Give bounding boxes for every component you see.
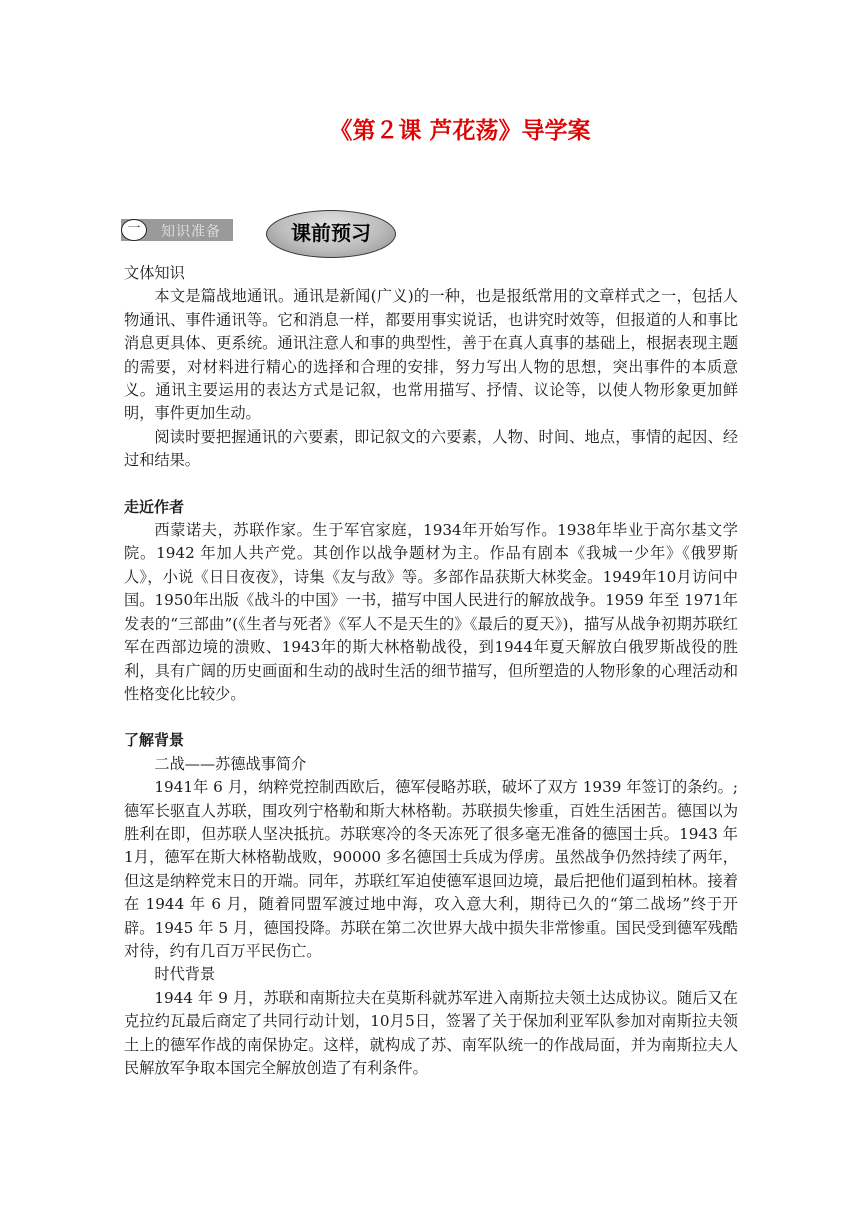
genre-paragraph-2: 阅读时要把握通讯的六要素，即记叙文的六要素，人物、时间、地点，事情的起因、经过和结果。 bbox=[124, 427, 738, 470]
genre-heading: 文体知识 bbox=[124, 264, 185, 282]
background-paragraph-2: 1944 年 9 月，苏联和南斯拉夫在莫斯科就苏军进入南斯拉夫领土达成协议。随后又在克拉约瓦最后商定了共同行动计划，10月5日，签署了关于保加利亚军队参加对南斯拉夫领土上的德军作战的南保协定。这样，就构成了苏、南军队统一的作战局面，并为南斯拉夫人民解放军争取本国完全解放创造了有利条件。 bbox=[124, 988, 738, 1077]
background-paragraph-1: 1941年 6 月，纳粹党控制西欧后，德军侵略苏联，破坏了双方 1939 年签订的条约。;德军长驱直人苏联，围攻列宁格勒和斯大林格勒。苏联损失惨重，百姓生活困苦。德国以为胜利在即，但苏联人坚决抵抗。苏联寒冷的冬天冻死了很多毫无准备的德国士兵。1943 年 1月，德军在斯大林格勒战败，90000 多名德国士兵成为俘虏。虽然战争仍然持续了两年，但这是纳粹党末日的开端。同年，苏联红军迫使德军退回边境，最后把他们逼到柏林。接着在 1944 年 6 月，随着同盟军渡过地中海，攻入意大利，期待已久的“第二战场”终于开辟。1945 年 5 月，德国投降。苏联在第二次世界大战中损失非常惨重。国民受到德军残酷对待，约有几百万平民伤亡。 bbox=[124, 778, 738, 960]
badge-label: 知识准备 bbox=[161, 224, 221, 240]
section-badge bbox=[121, 219, 233, 241]
genre-paragraph-1: 本文是篇战地通讯。通讯是新闻(广义)的一种，也是报纸常用的文章样式之一，包括人物通讯、事件通讯等。它和消息一样，都要用事实说话，也讲究时效等，但报道的人和事比消息更具体、更系统。通讯注意人和事的典型性，善于在真人真事的基础上，根据表现主题的需要，对材料进行精心的选择和合理的安排，努力写出人物的思想，突出事件的本质意义。通讯主要运用的表达方式是记叙，也常用描写、抒情、议论等，以使人物形象更加鲜明，事件更加生动。 bbox=[124, 287, 738, 423]
background-subheading-2: 时代背景 bbox=[154, 965, 216, 984]
preview-oval-label: 课前预习 bbox=[266, 210, 396, 258]
author-heading: 走近作者 bbox=[124, 497, 185, 516]
badge-number: 一 bbox=[121, 219, 147, 241]
page-title: 《第２课 芦花荡》导学案 bbox=[329, 118, 591, 144]
background-subheading-1: 二战——苏德战事简介 bbox=[154, 754, 307, 773]
background-heading: 了解背景 bbox=[124, 731, 185, 750]
document-body bbox=[124, 262, 738, 1080]
author-paragraph: 西蒙诺夫，苏联作家。生于军官家庭，1934年开始写作。1938年毕业于高尔基文学院。1942 年加人共产党。其创作以战争题材为主。作品有剧本《我城一少年》《俄罗斯人》，小说《日日夜夜》，诗集《友与敌》等。多部作品获斯大林奖金。1949年10月访问中国。1950年出版《战斗的中国》一书，描写中国人民进行的解放战争。1959 年至 1971年发表的“三部曲”(《生者与死者》《军人不是天生的》《最后的夏天》)，描写从战争初期苏联红军在西部边境的溃败、1943年的斯大林格勒战役，到1944年夏天解放白俄罗斯战役的胜利，具有广阔的历史画面和生动的战时生活的细节描写，但所塑造的人物形象的心理活动和性格变化比较少。 bbox=[124, 521, 738, 703]
